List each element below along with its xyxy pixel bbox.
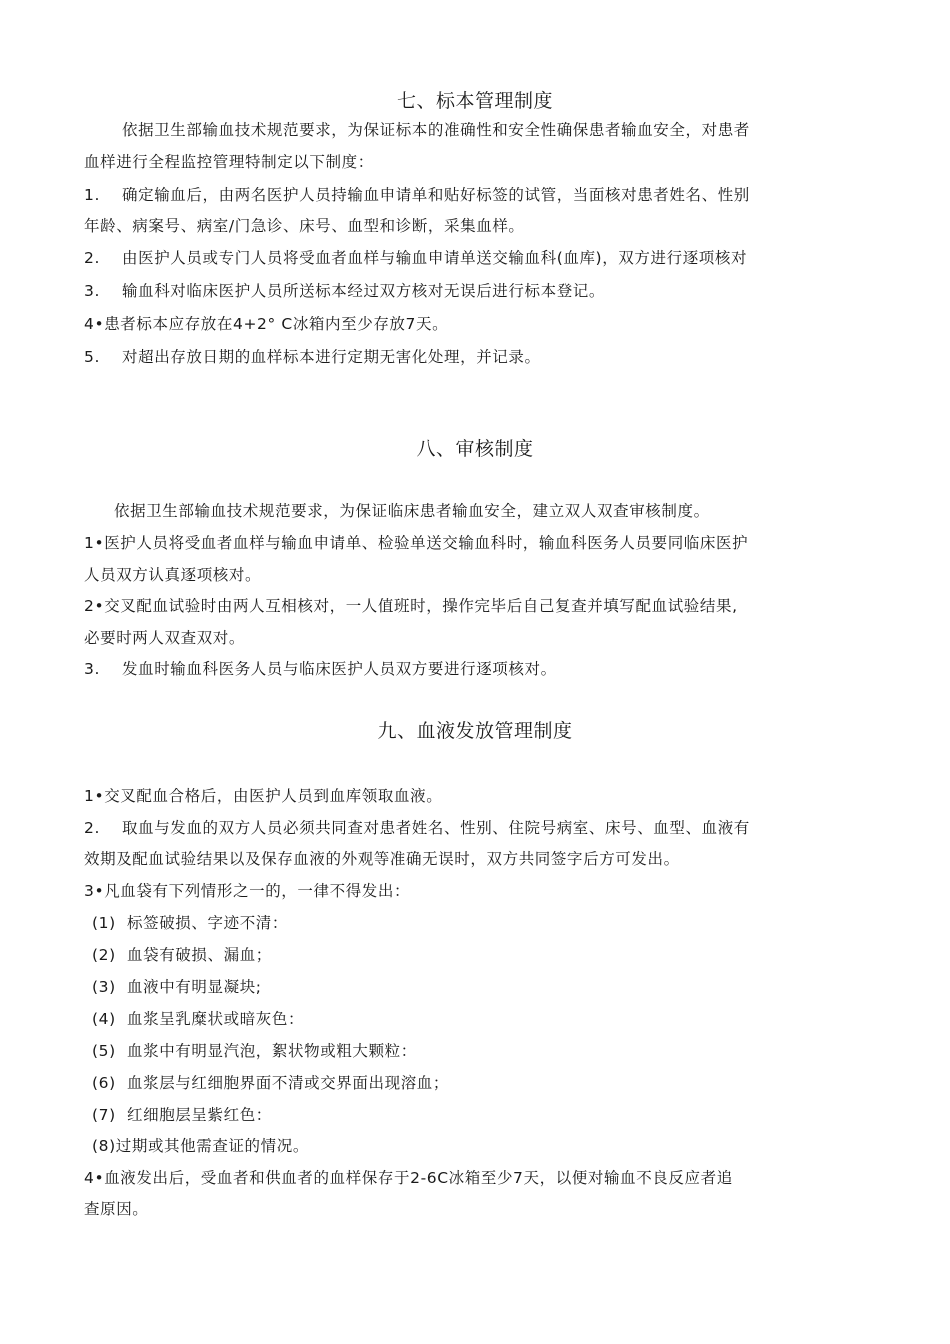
section-9-subitem-7 (92, 1104, 272, 1126)
subitem-number: (6) (92, 1074, 116, 1092)
section-8-item-2-line-2: 必要时两人双查双对。 (84, 629, 246, 647)
section-7-intro-line-2: 血样进行全程监控管理特制定以下制度： (84, 153, 374, 171)
section-7-item-1-line-2: 年龄、病案号、病室/门急诊、床号、血型和诊断，采集血样。 (84, 217, 525, 235)
section-9-subitem-5 (92, 1040, 417, 1062)
section-7-item-4: 4•患者标本应存放在4+2° C冰箱内至少存放7天。 (84, 315, 449, 333)
item-number: 2. (84, 249, 100, 267)
item-text: 取血与发血的双方人员必须共同查对患者姓名、性别、住院号病室、床号、血型、血液有 (122, 819, 750, 837)
section-8-item-3 (84, 658, 557, 680)
subitem-text: 血浆呈乳糜状或暗灰色： (127, 1010, 305, 1028)
section-9-subitem-3 (92, 976, 262, 998)
section-9-item-2 (84, 817, 750, 839)
subitem-text: (8)过期或其他需查证的情况。 (92, 1137, 309, 1155)
section-8-item-1-line-2: 人员双方认真逐项核对。 (84, 566, 262, 584)
section-9-item-1: 1•交叉配血合格后，由医护人员到血库领取血液。 (84, 787, 443, 805)
item-number: 3. (84, 282, 100, 300)
subitem-text: 标签破损、字迹不清： (127, 914, 289, 932)
subitem-number: (4) (92, 1010, 116, 1028)
item-number: 5. (84, 348, 100, 366)
section-9-subitem-2 (92, 944, 272, 966)
subitem-text: 血袋有破损、漏血； (127, 946, 272, 964)
item-text: 确定输血后，由两名医护人员持输血申请单和贴好标签的试管，当面核对患者姓名、性别 (122, 186, 750, 204)
item-text: 由医护人员或专门人员将受血者血样与输血申请单送交输血科(血库)，双方进行逐项核对 (122, 249, 748, 267)
section-8-intro: 依据卫生部输血技术规范要求，为保证临床患者输血安全，建立双人双查审核制度。 (114, 502, 710, 520)
subitem-number: (3) (92, 978, 116, 996)
section-7-item-1 (84, 184, 750, 206)
subitem-text: 血浆层与红细胞界面不清或交界面出现溶血； (127, 1074, 450, 1092)
section-9-subitem-8 (92, 1135, 309, 1157)
item-text: 发血时输血科医务人员与临床医护人员双方要进行逐项核对。 (122, 660, 557, 678)
item-text: 输血科对临床医护人员所送标本经过双方核对无误后进行标本登记。 (122, 282, 606, 300)
subitem-number: (2) (92, 946, 116, 964)
section-7-item-3 (84, 280, 605, 302)
subitem-number: (7) (92, 1106, 116, 1124)
section-9-item-2-line-2: 效期及配血试验结果以及保存血液的外观等准确无误时，双方共同签字后方可发出。 (84, 850, 680, 868)
section-9-item-3: 3•凡血袋有下列情形之一的，一律不得发出： (84, 882, 411, 900)
subitem-text: 红细胞层呈紫红色： (127, 1106, 272, 1124)
item-text: 对超出存放日期的血样标本进行定期无害化处理，并记录。 (122, 348, 541, 366)
section-9-title: 九、血液发放管理制度 (377, 720, 573, 742)
section-7-intro-line-1: 依据卫生部输血技术规范要求，为保证标本的准确性和安全性确保患者输血安全，对患者 (122, 121, 750, 139)
subitem-number: (5) (92, 1042, 116, 1060)
section-9-subitem-4 (92, 1008, 304, 1030)
section-9-subitem-6 (92, 1072, 449, 1094)
section-7-item-5 (84, 346, 541, 368)
section-8-item-2: 2•交叉配血试验时由两人互相核对，一人值班时，操作完毕后自己复查并填写配血试验结果, (84, 597, 738, 615)
section-8-item-1: 1•医护人员将受血者血样与输血申请单、检验单送交输血科时，输血科医务人员要同临床医护 (84, 534, 749, 552)
subitem-text: 血浆中有明显汽泡，絮状物或粗大颗粒： (127, 1042, 417, 1060)
item-number: 2. (84, 819, 100, 837)
section-7-item-2 (84, 247, 747, 269)
subitem-number: (1) (92, 914, 116, 932)
section-8-title: 八、审核制度 (416, 438, 534, 460)
section-9-subitem-1 (92, 912, 288, 934)
subitem-text: 血液中有明显凝块; (127, 978, 262, 996)
section-7-title: 七、标本管理制度 (396, 90, 553, 112)
item-number: 1. (84, 186, 100, 204)
section-9-item-4: 4•血液发出后，受血者和供血者的血样保存于2-6C冰箱至少7天，以便对输血不良反应者追 (84, 1169, 733, 1187)
section-9-item-4-line-2: 查原因。 (84, 1200, 149, 1218)
item-number: 3. (84, 660, 100, 678)
